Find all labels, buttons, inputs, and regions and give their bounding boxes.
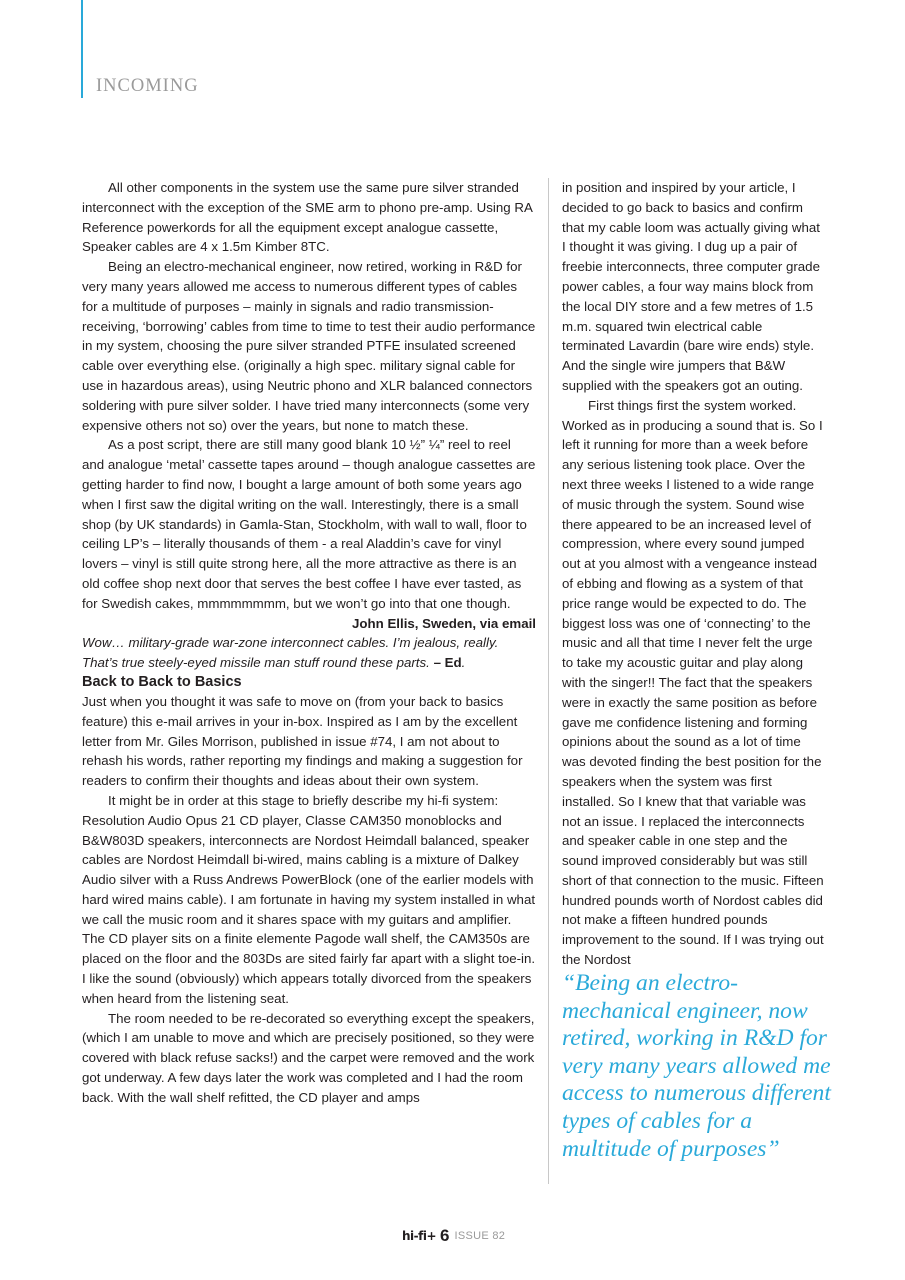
letter-heading: Back to Back to Basics <box>82 673 242 690</box>
letter-paragraph: All other components in the system use the same pure silver stranded interconnect with the exception of the SME arm to phono pre-amp. Using RA Reference powerkords for all the equipment except analogue cassette, Speaker cables are 4 x 1.5m Kimber 8TC. <box>82 180 533 255</box>
editor-note <box>82 633 536 673</box>
header-accent-rule <box>81 0 83 98</box>
editor-note-text: Wow… military-grade war-zone interconnect cables. I’m jealous, really. That’s true steely-eyed missile man stuff round these parts. <box>82 635 499 671</box>
letter-paragraph: Just when you thought it was safe to move on (from your back to basics feature) this e-mail arrives in your in-box. Inspired as I am by the excellent letter from Mr. Giles Morrison, published in issue #74, I am not about to rehash his words, rather reporting my findings and making a suggestion for readers to confirm their thoughts and ideas about their own system. <box>82 693 523 789</box>
left-column <box>82 178 536 1108</box>
letter-signature: John Ellis, Sweden, via email <box>351 615 536 631</box>
right-column <box>562 178 825 970</box>
page-footer <box>402 1226 505 1246</box>
column-divider <box>548 178 549 1184</box>
pull-quote: “Being an electro-mechanical engineer, now retired, working in R&D for very many years allowed me access to numerous different types of cables for a multitude of purposes” <box>562 970 831 1162</box>
letter-paragraph: Being an electro-mechanical engineer, now retired, working in R&D for very many years allowed me access to numerous different types of cables for a multitude of purposes – mainly in signals and radio transmission-receiving, ‘borrowing’ cables from time to time to test their audio performance in my system, choosing the pure silver stranded PTFE insulated screened cable over everything else. (originally a high spec. military signal cable for use in hazardous areas), using Neutric phono and XLR balanced connectors soldering with pure silver solder. I have tried many interconnects (some very expensive others not so) over the years, but none to match these. <box>82 259 536 433</box>
letter-paragraph: As a post script, there are still many good blank 10 ½” ¼” reel to reel and analogue ‘metal’ cassette tapes around – though analogue cassettes are getting harder to find now, I bought a large amount of both some years ago when I first saw the digital writing on the wall. Interestingly, there is a small shop (by UK standards) in Gamla-Stan, Stockholm, with wall to wall, floor to ceiling LP’s – literally thousands of them - a real Aladdin’s cave for vinyl lovers – vinyl is still quite strong here, all the more attractive as there is an old coffee shop next door that serves the best coffee I have ever tasted, as for Swedish cakes, mmmmmmmm, but we won’t go into that one though. <box>82 437 536 611</box>
magazine-logo: hi-fi+ <box>402 1229 437 1243</box>
letter-paragraph: The room needed to be re-decorated so everything except the speakers, (which I am unable to move and which are precisely positioned, so they were covered with black refuse sacks!) and the carpet were removed and the work got underway. A few days later the work was completed and I had the room back. With the wall shelf refitted, the CD player and amps <box>82 1010 535 1105</box>
letter-paragraph: in position and inspired by your article, I decided to go back to basics and confirm that my cable loom was actually giving what I thought it was giving. I dug up a pair of freebie interconnects, three computer grade power cables, a four way mains block from the local DIY store and a few metres of 1.5 m.m. squared twin electrical cable terminated Lavardin (bare wire ends) style. And the single wire jumpers that B&W supplied with the speakers got an outing. <box>562 180 820 393</box>
editor-sign: – Ed <box>433 655 462 671</box>
editor-note-period: . <box>461 655 466 671</box>
section-label: INCOMING <box>96 76 199 96</box>
issue-label: ISSUE 82 <box>454 1230 506 1242</box>
letter-paragraph: First things first the system worked. Worked as in producing a sound that is. So I left it running for more than a week before any serious listening took place. Over the next three weeks I listened to a wide range of music through the system. Sound wise there appeared to be an increased level of compression, where every sound jumped out at you almost with a vengeance instead of ebbing and flowing as a system of that price range would be expected to do. The biggest loss was one of ‘connecting’ to the music and all that time I never felt the urge to take my acoustic guitar and play along with the singer!! The fact that the speakers were in exactly the same position as before gave me confidence listening and forming opinions about the sound as a lot of time was devoted finding the best position for the speakers when the system was first installed. So I knew that that variable was not an issue. I replaced the interconnects and speaker cable in one step and the sound improved considerably but was still short of that connection to the music. Fifteen hundred pounds worth of Nordost cables did not make a fifteen hundred pounds improvement to the sound. If I was trying out the Nordost <box>562 397 824 968</box>
page-number: 6 <box>440 1226 450 1245</box>
letter-paragraph: It might be in order at this stage to briefly describe my hi-fi system: Resolution Audio Opus 21 CD player, Classe CAM350 monoblocks and B&W803D speakers, interconnects are Nordost Heimdall balanced, speaker cables are Nordost Heimdall bi-wired, mains cabling is a mixture of Dalkey Audio silver with a Russ Andrews PowerBlock (one of the earlier models with hard wired mains cable). I am fortunate in having my system installed in what we call the music room and it shares space with my guitars and amplifier. The CD player sits on a finite elemente Pagode wall shelf, the CAM350s are placed on the floor and the 803Ds are sited fairly far apart with a slight toe-in. I like the sound (obviously) which appears totally divorced from the speakers when heard from the listening seat. <box>82 792 536 1006</box>
